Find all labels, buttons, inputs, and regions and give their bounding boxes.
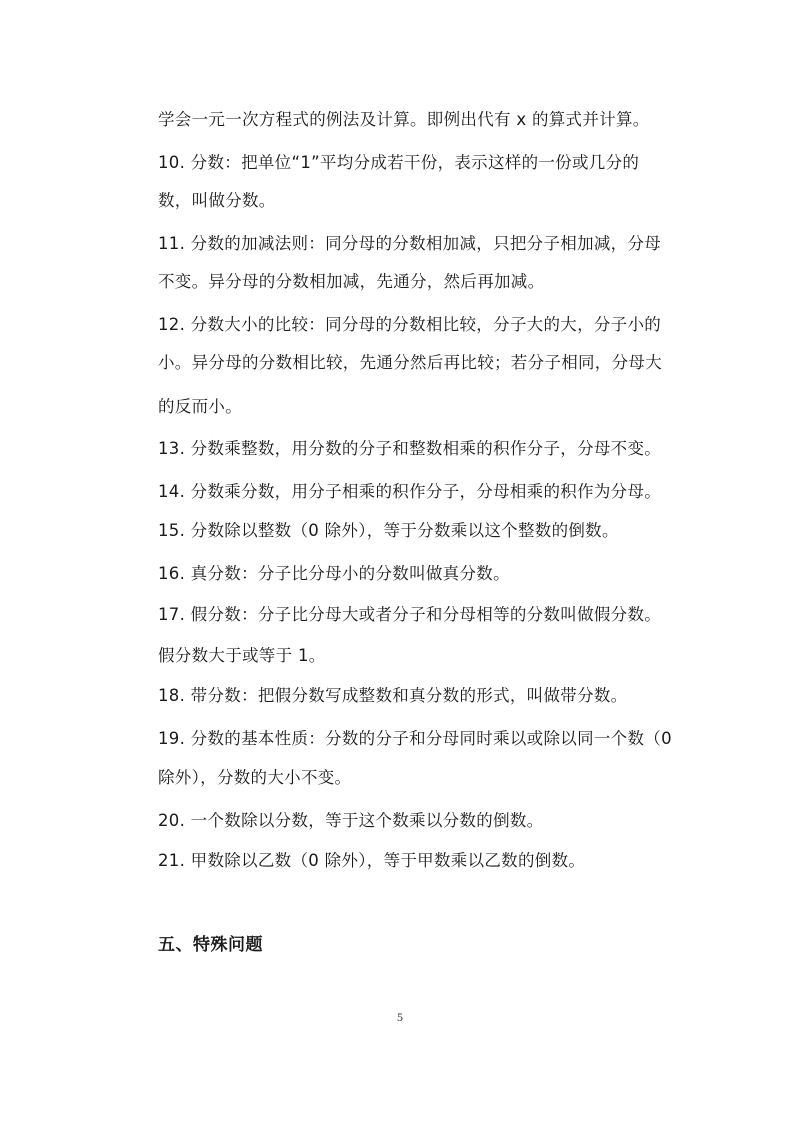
text-line-18: 18. 带分数：把假分数写成整数和真分数的形式，叫做带分数。 [158, 686, 628, 705]
text-line-14: 14. 分数乘分数，用分子相乘的积作分子，分母相乘的积作为分母。 [158, 482, 662, 501]
text-line-17a: 17. 假分数：分子比分母大或者分子和分母相等的分数叫做假分数。 [158, 605, 662, 624]
text-line-16: 16. 真分数：分子比分母小的分数叫做真分数。 [158, 564, 510, 583]
text-line-21: 21. 甲数除以乙数（0 除外），等于甲数乘以乙数的倒数。 [158, 851, 586, 870]
text-line-11a: 11. 分数的加减法则：同分母的分数相加减，只把分子相加减，分母 [158, 234, 662, 253]
text-line-12c: 的反而小。 [158, 397, 242, 416]
text-line-19b: 除外），分数的大小不变。 [158, 768, 352, 787]
text-line-equation-note: 学会一元一次方程式的例法及计算。即例出代有 x 的算式并计算。 [158, 110, 650, 129]
text-line-17b: 假分数大于或等于 1。 [158, 646, 326, 665]
text-line-12b: 小。异分母的分数相比较，先通分然后再比较；若分子相同，分母大 [158, 353, 662, 372]
text-line-20: 20. 一个数除以分数，等于这个数乘以分数的倒数。 [158, 811, 544, 830]
text-line-15: 15. 分数除以整数（0 除外），等于分数乘以这个整数的倒数。 [158, 521, 619, 540]
text-line-12a: 12. 分数大小的比较：同分母的分数相比较，分子大的大，分子小的 [158, 315, 662, 334]
page-number: 5 [397, 1010, 403, 1024]
text-line-19a: 19. 分数的基本性质：分数的分子和分母同时乘以或除以同一个数（0 [158, 729, 672, 748]
text-line-11b: 不变。异分母的分数相加减，先通分，然后再加减。 [158, 272, 545, 291]
text-line-13: 13. 分数乘整数，用分数的分子和整数相乘的积作分子，分母不变。 [158, 439, 662, 458]
text-line-10a: 10. 分数：把单位“1”平均分成若干份，表示这样的一份或几分的 [158, 153, 640, 172]
section-heading: 五、特殊问题 [158, 935, 263, 955]
text-line-10b: 数，叫做分数。 [158, 191, 276, 210]
